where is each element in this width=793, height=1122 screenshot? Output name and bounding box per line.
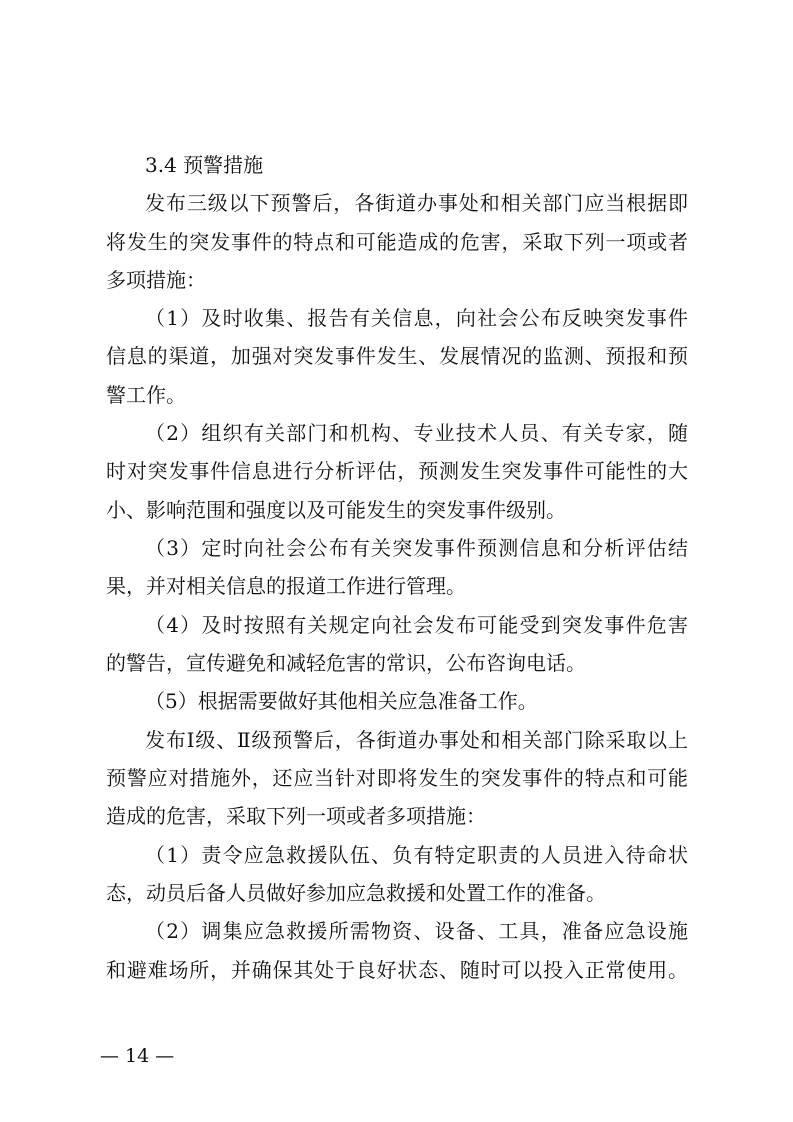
paragraph-line: 态，动员后备人员做好参加应急救援和处置工作的准备。 xyxy=(106,881,606,905)
paragraph-line: （2）调集应急救援所需物资、设备、工具，准备应急设施 xyxy=(145,919,688,943)
paragraph-line: 信息的渠道，加强对突发事件发生、发展情况的监测、预报和预 xyxy=(106,344,688,368)
section-heading: 3.4 预警措施 xyxy=(145,153,264,177)
page-number: — 14 — xyxy=(100,1045,175,1067)
paragraph-line: （4）及时按照有关规定向社会发布可能受到突发事件危害 xyxy=(145,613,688,637)
paragraph-line: 时对突发事件信息进行分析评估，预测发生突发事件可能性的大 xyxy=(106,459,688,483)
paragraph-line: 预警应对措施外，还应当针对即将发生的突发事件的特点和可能 xyxy=(106,766,688,790)
paragraph-line: （3）定时向社会公布有关突发事件预测信息和分析评估结 xyxy=(145,536,688,560)
paragraph-line: （2）组织有关部门和机构、专业技术人员、有关专家，随 xyxy=(145,421,688,445)
paragraph-line: （1）责令应急救援队伍、负有特定职责的人员进入待命状 xyxy=(145,843,688,867)
paragraph-line: 小、影响范围和强度以及可能发生的突发事件级别。 xyxy=(106,498,566,522)
paragraph-line: 多项措施： xyxy=(106,268,206,292)
paragraph-line: 发布三级以下预警后，各街道办事处和相关部门应当根据即 xyxy=(145,191,688,215)
paragraph-line: 造成的危害，采取下列一项或者多项措施： xyxy=(106,804,486,828)
paragraph-line: 和避难场所，并确保其处于良好状态、随时可以投入正常使用。 xyxy=(106,958,688,982)
paragraph-line: 的警告，宣传避免和减轻危害的常识，公布咨询电话。 xyxy=(106,651,586,675)
paragraph-line: （1）及时收集、报告有关信息，向社会公布反映突发事件 xyxy=(145,306,688,330)
paragraph-line: 发布Ⅰ级、Ⅱ级预警后，各街道办事处和相关部门除采取以上 xyxy=(145,728,688,752)
paragraph-line: 果，并对相关信息的报道工作进行管理。 xyxy=(106,574,466,598)
paragraph-line: （5）根据需要做好其他相关应急准备工作。 xyxy=(145,689,538,713)
paragraph-line: 将发生的突发事件的特点和可能造成的危害，采取下列一项或者 xyxy=(106,230,688,254)
paragraph-line: 警工作。 xyxy=(106,383,186,407)
